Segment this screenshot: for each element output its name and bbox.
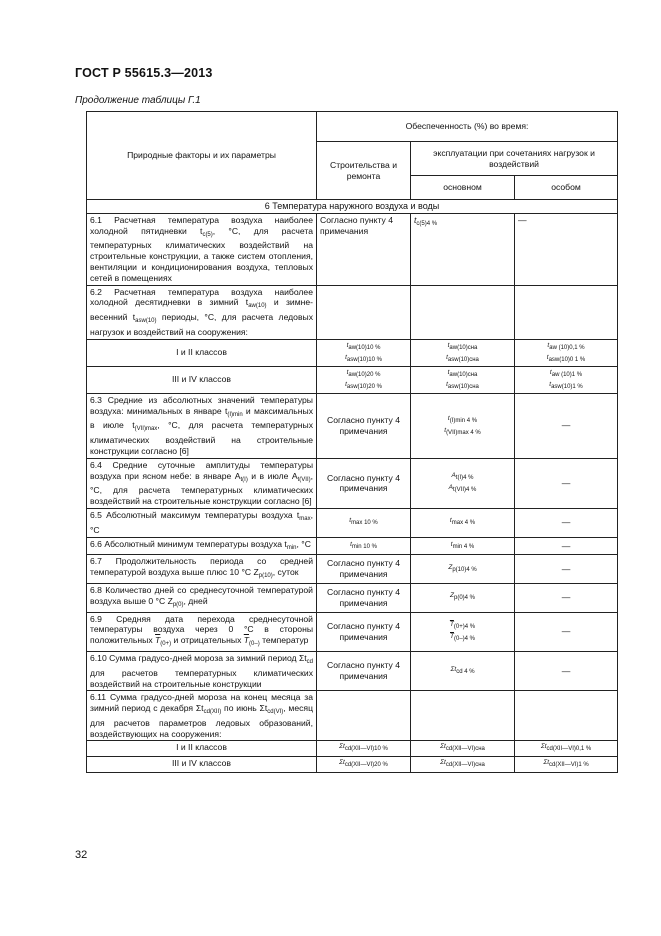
table-row: 6.3 Средние из абсолютных значений температуры воздуха: минимальных в январе $t_{(I)min}$ и максимальных в июле $t_{(VII)max}$, °С, для расчета температурных климатических воздействий на строительные конструкции согласно [6] Согласно пункту 4 примечания $t_{(I)min 4 \%}$ $t_{(VII)max 4 \%}$ — [87,393,618,458]
row-6-7-text: 6.7 Продолжительность периода со средней температурой воздуха выше плюс 10 °С $Z_{p(10)}$, суток [87,555,317,584]
table-row: 6.6 Абсолютный минимум температуры воздуха $t_{min}$, °С $t_{min 10 \%}$ $t_{min 4 \%}$ — [87,537,618,555]
climate-parameters-table [86,111,618,773]
table-row: I и II классов $\Sigma t_{cd(XII—VI)10 \%}$ $\Sigma t_{cd(XII—VI)сна}$ $\Sigma t_{cd(XII—VI)0,1 \%}$ [87,741,618,757]
header-security: Обеспеченность (%) во время: [317,112,618,142]
row-6-5-text: 6.5 Абсолютный максимум температуры воздуха $t_{max}$, °С [87,508,317,537]
table-row [87,691,618,741]
section-title: 6 Температура наружного воздуха и воды [87,200,618,214]
table-row: 6.8 Количество дней со среднесуточной температурой воздуха выше 0 °С $Z_{p(0)}$, дней Согласно пункту 4 примечания $Z_{p(0)4 \%}$ — [87,583,618,612]
table-row: 6.5 Абсолютный максимум температуры воздуха $t_{max}$, °С $t_{max 10 \%}$ $t_{max 4 \%}$ — [87,508,618,537]
row-6-8-text: 6.8 Количество дней со среднесуточной температурой воздуха выше 0 °С $Z_{p(0)}$, дней [87,583,317,612]
header-construction: Строительства и ремонта [317,142,411,200]
table-row: 6.9 Средняя дата перехода среднесуточной температуры воздуха через 0 °С в стороны положительных $\overline{T}_{(0+)}$ и отрицательных $\overline{T}_{(0-)}$ температур Согласно пункту 4 примечания $\overline{T}_{(0+)4 \%}$ $\overline{T}_{(0-)4 \%}$ — [87,612,618,651]
row-6-2-class-1-2: I и II классов [87,339,317,366]
table-row: III и IV классов $\Sigma t_{cd(XII—VI)20 \%}$ $\Sigma t_{cd(XII—VI)сна}$ $\Sigma t_{cd(XII—VI)1 \%}$ [87,757,618,773]
table-continuation-caption: Продолжение таблицы Г.1 [75,95,201,106]
header-operation: эксплуатации при сочетаниях нагрузок и воздействий [411,142,618,176]
row-6-1-special: — [515,213,618,285]
row-6-1-basic: $t_{c(5)4 \%}$ [411,213,515,285]
row-6-11-class-3-4: III и IV классов [87,757,317,773]
row-6-2-text: 6.2 Расчетная температура воздуха наиболее холодной десятидневки в зимний $t_{aw(10)}$ и зимне-весенний $t_{asw(10)}$ периоды, °С, для расчета ледовых нагрузок и воздействий на сооружения: [87,285,317,339]
row-6-11-class-1-2: I и II классов [87,741,317,757]
row-6-10-text: 6.10 Сумма градусо-дней мороза за зимний период $\Sigma t_{cd}$ для расчетов температурных климатических воздействий на строительные конструкции [87,651,317,690]
document-code: ГОСТ Р 55615.3—2013 [75,66,213,80]
table-row: 6.4 Средние суточные амплитуды температуры воздуха при ясном небе: в январе $A_{t(I)}$ и в июле $A_{t(VII)}$, °С, для расчета температурных климатических воздействий на строительные конструкции согласно [6] Согласно пункту 4 примечания $A_{t(I)4 \%}$ $A_{t(VII)4 \%}$ — [87,458,618,508]
header-basic: основном [411,176,515,200]
table-row: 6.7 Продолжительность периода со средней температурой воздуха выше плюс 10 °С $Z_{p(10)}$, суток Согласно пункту 4 примечания $Z_{p(10)4 \%}$ — [87,555,618,584]
row-6-6-text: 6.6 Абсолютный минимум температуры воздуха $t_{min}$, °С [87,537,317,555]
table-row: III и IV классов $t_{aw(10)20 \%}$ $t_{asw(10)20 \%}$ $t_{aw(10)сна}$ $t_{asw(10)сна}$ $t_{aw (10)1 \%}$ $t_{asw(10)1 \%}$ [87,366,618,393]
row-6-9-text: 6.9 Средняя дата перехода среднесуточной температуры воздуха через 0 °С в стороны положительных $\overline{T}_{(0+)}$ и отрицательных $\overline{T}_{(0-)}$ температур [87,612,317,651]
row-6-3-text: 6.3 Средние из абсолютных значений температуры воздуха: минимальных в январе $t_{(I)min}$ и максимальных в июле $t_{(VII)max}$, °С, для расчета температурных климатических воздействий на строительные конструкции согласно [6] [87,393,317,458]
header-factors: Природные факторы и их параметры [87,112,317,200]
row-6-1-construction: Согласно пункту 4 примечания [317,213,411,285]
row-6-1-text: 6.1 Расчетная температура воздуха наиболее холодной пятидневки $t_{c(5)}$, °С, для расчета температурных климатических воздействий на строительные конструкции, а также систем отопления, вентиляции и кондиционирования воздуха, тепловых сетей в помещениях [87,213,317,285]
table-row: I и II классов $t_{aw(10)10 \%}$ $t_{asw(10)10 \%}$ $t_{aw(10)сна}$ $t_{asw(10)сна}$ $t_{aw (10)0,1 \%}$ $t_{asw(10)0 1 \%}$ [87,339,618,366]
page-number: 32 [75,849,88,861]
header-special: особом [515,176,618,200]
row-6-2-class-3-4: III и IV классов [87,366,317,393]
table-row [87,285,618,339]
row-6-4-text: 6.4 Средние суточные амплитуды температуры воздуха при ясном небе: в январе $A_{t(I)}$ и в июле $A_{t(VII)}$, °С, для расчета температурных климатических воздействий на строительные конструкции согласно [6] [87,458,317,508]
row-6-11-text: 6.11 Сумма градусо-дней мороза на конец месяца за зимний период с декабря $\Sigma t_{cd(XII)}$ по июнь $\Sigma t_{cd(VI)}$, месяц для расчетов параметров ледовых образований, воздействующих на сооружения: [87,691,317,741]
table-row [87,213,618,285]
table-row: 6.10 Сумма градусо-дней мороза за зимний период $\Sigma t_{cd}$ для расчетов температурных климатических воздействий на строительные конструкции Согласно пункту 4 примечания $\Sigma t_{cd 4 \%}$ — [87,651,618,690]
